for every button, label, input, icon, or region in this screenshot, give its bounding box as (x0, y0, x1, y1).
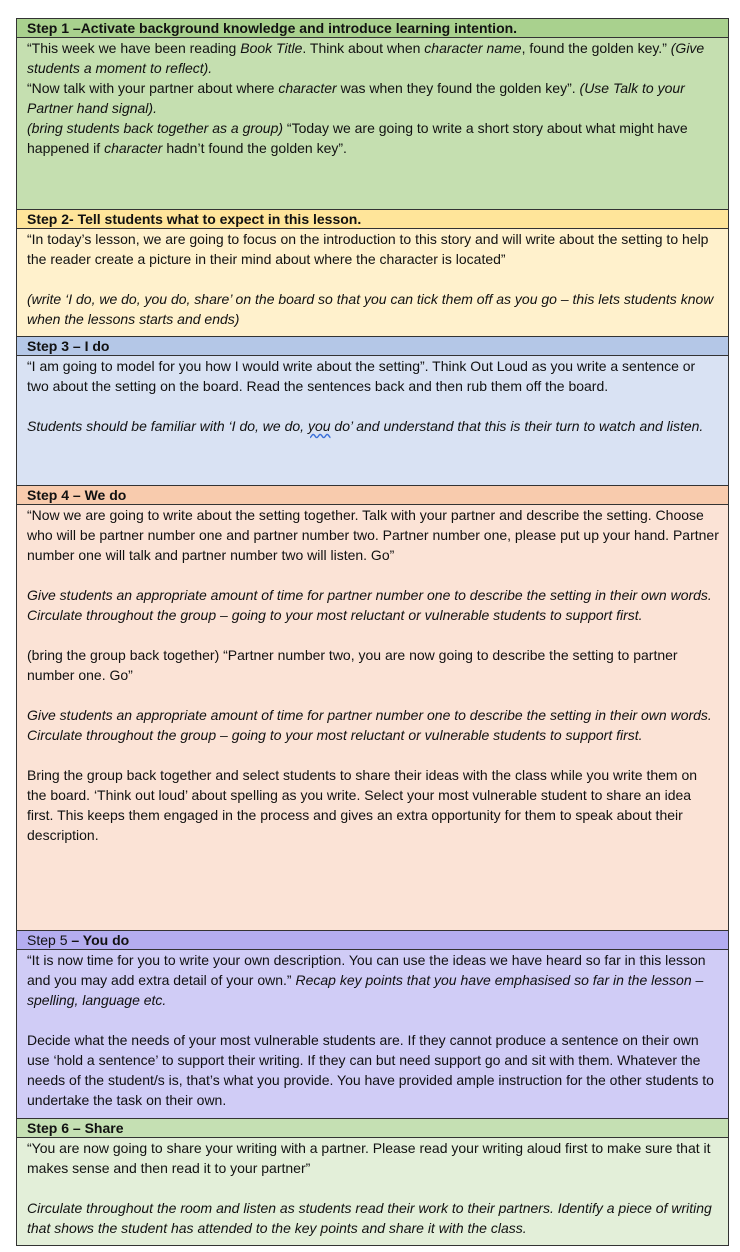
step-1-header: Step 1 –Activate background knowledge and introduce learning intention. (17, 19, 728, 38)
lesson-plan-table (16, 18, 729, 1246)
step-2-para-2: (write ‘I do, we do, you do, share’ on the board so that you can tick them off as you go – this lets students know when the lessons starts and ends) (27, 291, 714, 327)
step-5-body (17, 950, 728, 1119)
step-3-body (17, 356, 728, 486)
step-4-header: Step 4 – We do (17, 486, 728, 505)
step-1-line-1: “This week we have been reading Book Title. Think about when character name, found the golden key.” (Give students a moment to reflect). (27, 40, 705, 76)
step-1-body (17, 38, 728, 210)
step-5-para-2: Decide what the needs of your most vulnerable students are. If they cannot produce a sentence on their own use ‘hold a sentence’ to support their writing. If they can but need support go and sit with them. Whatever the needs of the student/s is, that’s what you provide. You have provided ample instruction for the other students to undertake the task on their own. (27, 1032, 714, 1108)
step-6-para-2: Circulate throughout the room and listen as students read their work to their partners. Identify a piece of writing that shows the student has attended to the key points and share it with the class. (27, 1200, 712, 1236)
step-4-body (17, 505, 728, 931)
step-5-header: Step 5 – You do (17, 931, 728, 950)
step-5-para-1: “It is now time for you to write your own description. You can use the ideas we have heard so far in this lesson and you may add extra detail of your own.” Recap key points that you have emphasised so far in the lesson – spelling, language etc. (27, 952, 706, 1008)
step-6-body (17, 1138, 728, 1245)
step-2-para-1: “In today’s lesson, we are going to focus on the introduction to this story and will write about the setting to help the reader create a picture in their mind about where the character is located” (27, 231, 709, 267)
step-1-line-2: “Now talk with your partner about where character was when they found the golden key”. (Use Talk to your Partner hand signal). (27, 80, 685, 116)
step-2-header: Step 2- Tell students what to expect in this lesson. (17, 210, 728, 229)
step-4-para-4: Give students an appropriate amount of time for partner number one to describe the setting in their own words. Circulate throughout the group – going to your most reluctant or vulnerable students to support first. (27, 707, 712, 743)
step-4-para-1: “Now we are going to write about the setting together. Talk with your partner and describe the setting. Choose who will be partner number one and partner number two. Partner number one, please put up your hand. Partner number one will talk and partner number two will listen. Go” (27, 507, 719, 563)
step-2-body (17, 229, 728, 337)
step-1-line-3: (bring students back together as a group) “Today we are going to write a short story about what might have happened if character hadn’t found the golden key”. (27, 120, 688, 156)
step-4-para-3: (bring the group back together) “Partner number two, you are now going to describe the setting to partner number one. Go” (27, 647, 678, 683)
step-6-para-1: “You are now going to share your writing with a partner. Please read your writing aloud first to make sure that it makes sense and then read it to your partner” (27, 1140, 711, 1176)
step-4-para-2: Give students an appropriate amount of time for partner number one to describe the setting in their own words. Circulate throughout the group – going to your most reluctant or vulnerable students to support first. (27, 587, 712, 623)
step-3-para-2: Students should be familiar with ‘I do, we do, you do’ and understand that this is their turn to watch and listen. (27, 418, 704, 434)
step-4-para-5: Bring the group back together and select students to share their ideas with the class while you write them on the board. ‘Think out loud’ about spelling as you write. Select your most vulnerable student to share an idea first. This keeps them engaged in the process and gives an extra opportunity for them to speak about their description. (27, 767, 698, 843)
step-6-header: Step 6 – Share (17, 1119, 728, 1138)
step-3-header: Step 3 – I do (17, 337, 728, 356)
step-3-para-1: “I am going to model for you how I would write about the setting”. Think Out Loud as you write a sentence or two about the setting on the board. Read the sentences back and then rub them off the board. (27, 358, 696, 394)
